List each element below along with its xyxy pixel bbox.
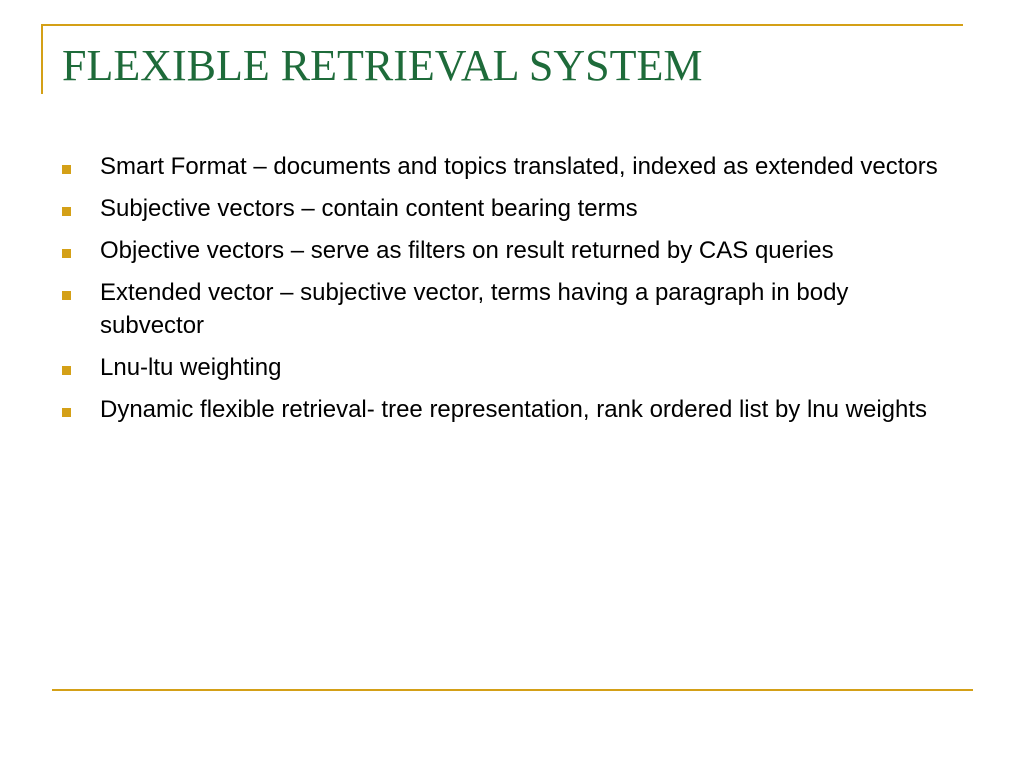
bullet-item <box>62 393 942 426</box>
square-bullet-icon <box>62 408 71 417</box>
square-bullet-icon <box>62 249 71 258</box>
bullet-text: Lnu-ltu weighting <box>100 354 282 381</box>
bullet-text: Dynamic flexible retrieval- tree representation, rank ordered list by lnu weights <box>100 396 928 423</box>
slide-title: FLEXIBLE RETRIEVAL SYSTEM <box>62 41 703 90</box>
frame-top-rule <box>41 24 963 26</box>
bullet-text: Subjective vectors – contain content bearing terms <box>100 195 638 222</box>
square-bullet-icon <box>62 207 71 216</box>
bullet-item <box>62 192 942 225</box>
bullet-text: Objective vectors – serve as filters on result returned by CAS queries <box>100 237 834 264</box>
bullet-text: Smart Format – documents and topics translated, indexed as extended vectors <box>100 153 938 180</box>
bullet-item <box>62 234 942 267</box>
bullet-item <box>62 276 942 342</box>
bullet-item <box>62 351 942 384</box>
bullet-item <box>62 150 942 183</box>
frame-bottom-rule <box>52 689 973 691</box>
square-bullet-icon <box>62 366 71 375</box>
square-bullet-icon <box>62 165 71 174</box>
bullet-text: Extended vector – subjective vector, terms having a paragraph in body subvector <box>100 279 849 339</box>
bullet-list <box>62 150 942 435</box>
square-bullet-icon <box>62 291 71 300</box>
frame-left-rule <box>41 24 43 94</box>
